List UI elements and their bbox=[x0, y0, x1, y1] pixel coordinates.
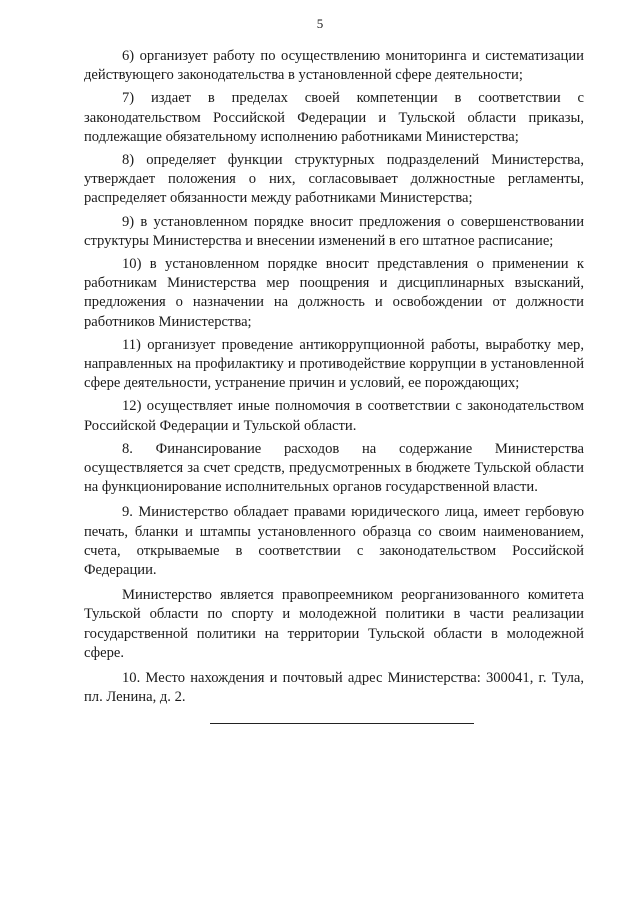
paragraph-section-9: 9. Министерство обладает правами юридического лица, имеет гербовую печать, бланки и штампы установленного образца со своим наименованием, счета, открываемые в соответствии с законодательством Российской Федерации. bbox=[84, 504, 584, 579]
paragraph-item-10: 10) в установленном порядке вносит представления о применении к работникам Министерства мер поощрения и дисциплинарных взысканий, предложения о назначении на должность и освобождении от должности работников Министерства; bbox=[84, 256, 584, 330]
document-body bbox=[84, 47, 584, 712]
paragraph-item-9: 9) в установленном порядке вносит предложения о совершенствовании структуры Министерства и внесении изменений в его штатное расписание; bbox=[84, 213, 584, 249]
paragraph-section-10: 10. Место нахождения и почтовый адрес Министерства: 300041, г. Тула, пл. Ленина, д. 2. bbox=[84, 670, 584, 706]
closing-divider-line bbox=[210, 723, 474, 724]
paragraph-section-8: 8. Финансирование расходов на содержание Министерства осуществляется за счет средств, предусмотренных в бюджете Тульской области на функционирование исполнительных органов государственной власти. bbox=[84, 440, 584, 496]
paragraph-item-6: 6) организует работу по осуществлению мониторинга и систематизации действующего законодательства в установленной сфере деятельности; bbox=[84, 48, 584, 84]
paragraph-item-8: 8) определяет функции структурных подразделений Министерства, утверждает положения о них, согласовывает должностные регламенты, распределяет обязанности между работниками Министерства; bbox=[84, 152, 584, 207]
paragraph-successor: Министерство является правопреемником реорганизованного комитета Тульской области по спорту и молодежной политики в части реализации государственной политики на территории Тульской области в молодежной сфере. bbox=[84, 587, 584, 661]
paragraph-item-7: 7) издает в пределах своей компетенции в соответствии с законодательством Российской Федерации и Тульской области приказы, подлежащие обязательному исполнению работниками Министерства; bbox=[84, 90, 584, 145]
page-number: 5 bbox=[316, 16, 324, 31]
paragraph-item-11: 11) организует проведение антикоррупционной работы, выработку мер, направленных на профилактику и противодействие коррупции в установленной сфере деятельности, устранение причин и условий, ее порождающих; bbox=[84, 336, 584, 392]
paragraph-item-12: 12) осуществляет иные полномочия в соответствии с законодательством Российской Федерации и Тульской области. bbox=[84, 398, 584, 434]
